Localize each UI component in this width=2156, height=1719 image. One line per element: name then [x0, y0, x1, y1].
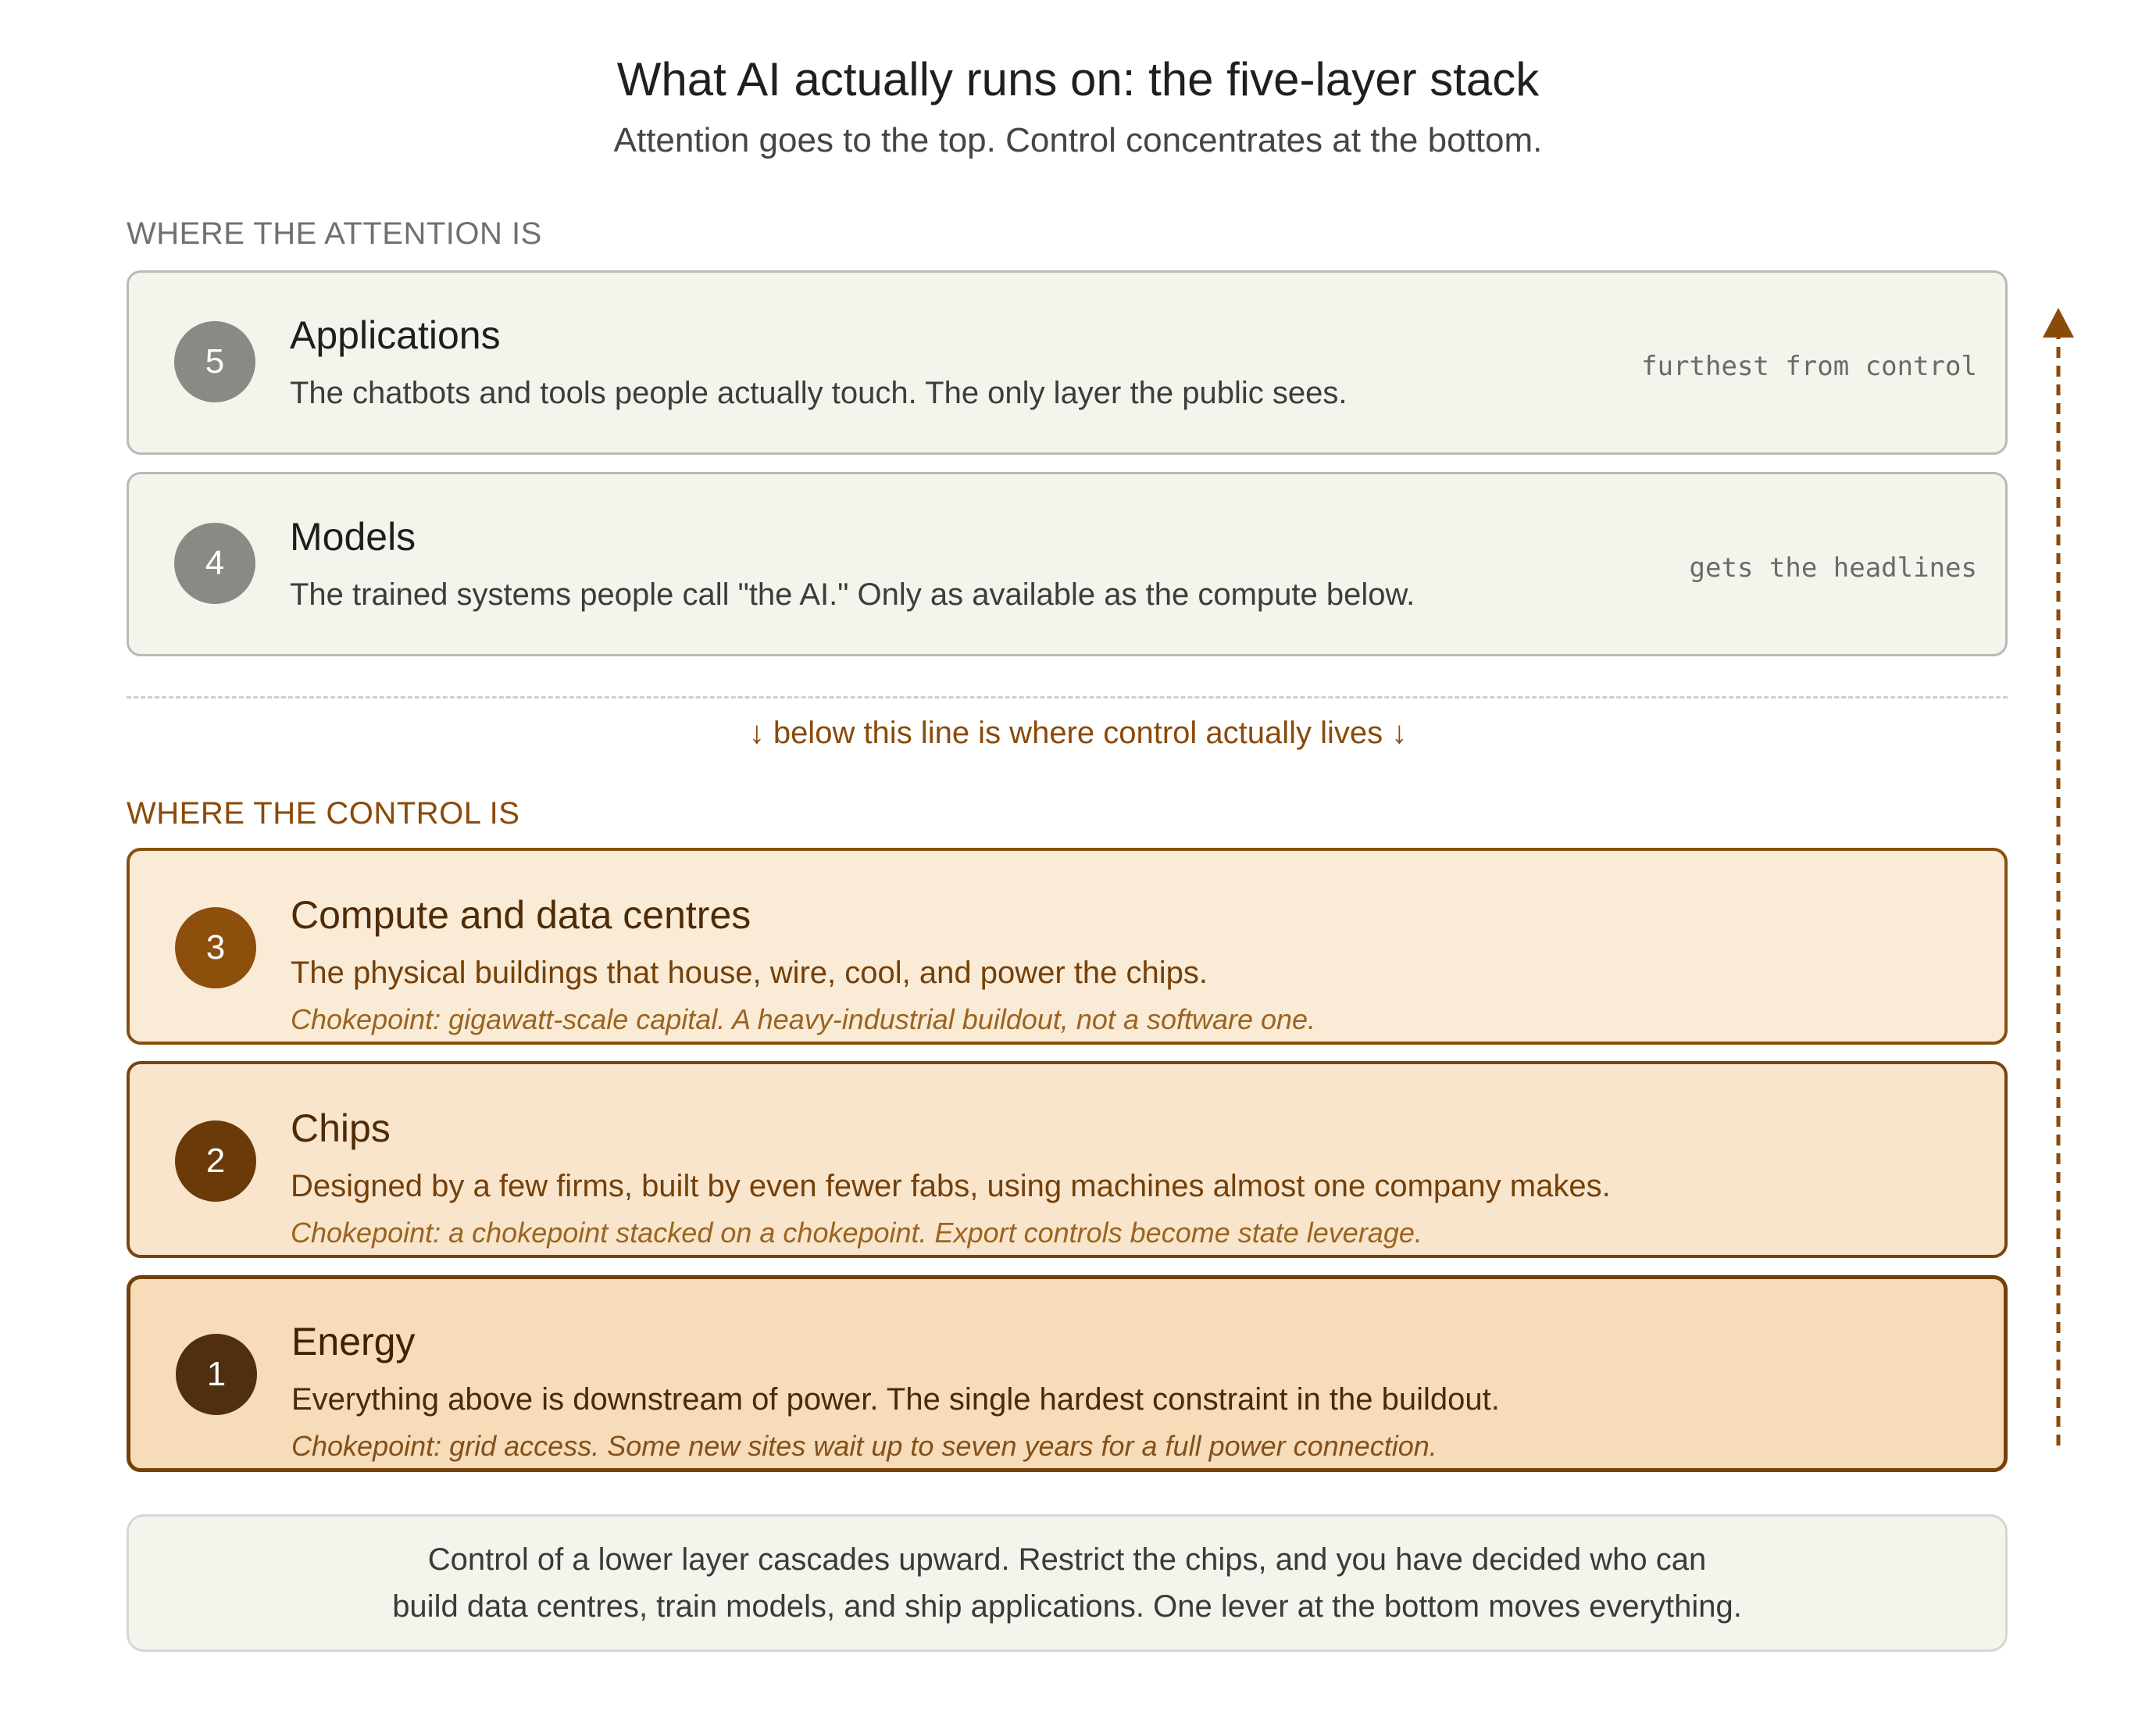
control-flow-up-arrow	[2039, 305, 2078, 1453]
layer-title: Energy	[291, 1320, 416, 1363]
layer-number-badge: 4	[174, 523, 255, 604]
layer-tag: furthest from control	[1641, 351, 1977, 382]
layer-title: Models	[290, 515, 416, 559]
layer-chokepoint: Chokepoint: gigawatt-scale capital. A heavy-industrial buildout, not a software one.	[291, 1003, 1316, 1035]
control-divider-line	[127, 696, 2008, 699]
layer-description: The trained systems people call "the AI." Only as available as the compute below.	[290, 577, 1415, 612]
layer-title: Applications	[290, 313, 501, 357]
page-title: What AI actually runs on: the five-layer stack	[616, 53, 1540, 105]
summary-line-2: build data centres, train models, and ship applications. One lever at the bottom moves everything.	[392, 1589, 1742, 1624]
layer-card-compute	[127, 848, 2008, 1045]
layer-number-badge: 3	[175, 907, 256, 988]
layer-description: The chatbots and tools people actually touch. The only layer the public sees.	[290, 376, 1348, 410]
layer-title: Compute and data centres	[291, 893, 751, 937]
layer-card-energy	[127, 1275, 2008, 1472]
layer-description: The physical buildings that house, wire, cool, and power the chips.	[291, 956, 1208, 990]
layer-chokepoint: Chokepoint: grid access. Some new sites wait up to seven years for a full power connection.	[291, 1430, 1437, 1462]
layer-card-applications	[127, 270, 2008, 455]
layer-chokepoint: Chokepoint: a chokepoint stacked on a chokepoint. Export controls become state leverage.	[291, 1217, 1422, 1249]
divider-note: ↓ below this line is where control actually lives ↓	[748, 716, 1408, 750]
layer-number-badge: 1	[176, 1334, 257, 1415]
layer-number-badge: 2	[175, 1120, 256, 1202]
page-subtitle: Attention goes to the top. Control concentrates at the bottom.	[613, 121, 1543, 159]
summary-line-1: Control of a lower layer cascades upward. Restrict the chips, and you have decided who can	[427, 1542, 1707, 1577]
control-section-label: WHERE THE CONTROL IS	[127, 796, 520, 831]
layer-title: Chips	[291, 1106, 391, 1150]
attention-section-label: WHERE THE ATTENTION IS	[127, 216, 542, 251]
layer-description: Designed by a few firms, built by even fewer fabs, using machines almost one company makes.	[291, 1169, 1611, 1203]
layer-card-models	[127, 472, 2008, 656]
layer-card-chips	[127, 1061, 2008, 1258]
layer-description: Everything above is downstream of power. The single hardest constraint in the buildout.	[291, 1382, 1500, 1417]
summary-note	[127, 1514, 2008, 1652]
layer-number-badge: 5	[174, 321, 255, 402]
layer-tag: gets the headlines	[1689, 552, 1977, 584]
